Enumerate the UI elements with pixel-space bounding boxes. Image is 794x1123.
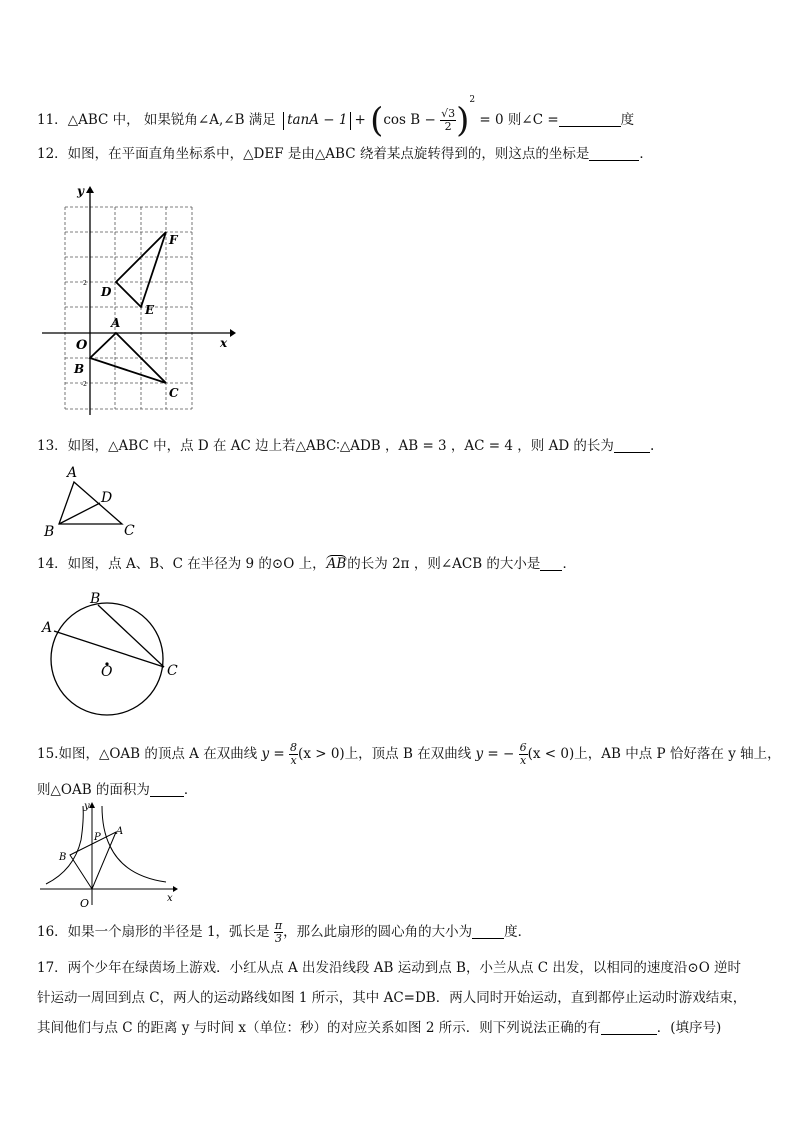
q11-number: 11． bbox=[37, 111, 68, 128]
q16-text-2: ，那么此扇形的圆心角的大小为 bbox=[283, 923, 473, 940]
answer-blank[interactable] bbox=[150, 784, 184, 797]
label-p: P bbox=[94, 832, 101, 843]
q15-line-2: 则△OAB 的面积为 bbox=[37, 782, 150, 798]
q15-text-1: 15.如图，△OAB 的顶点 A 在双曲线 bbox=[37, 745, 258, 762]
question-17-line-3 bbox=[37, 1022, 767, 1036]
tick-label-neg2: -2 bbox=[81, 381, 87, 388]
q12-text: 12．如图，在平面直角坐标系中，△DEF 是由△ABC 绕着某点旋转得到的，则这点的坐标是 bbox=[37, 146, 590, 162]
q11-fraction bbox=[440, 108, 456, 133]
answer-blank[interactable] bbox=[540, 558, 562, 571]
q14-text-2: 的长为 2π ，则∠ACB 的大小是 bbox=[347, 556, 541, 572]
arc-ab: AB bbox=[326, 556, 347, 572]
q16-text-1: 16．如果一个扇形的半径是 1，弧长是 bbox=[37, 923, 270, 940]
answer-blank[interactable] bbox=[559, 114, 621, 127]
answer-blank[interactable] bbox=[614, 440, 650, 453]
label-x: x bbox=[220, 336, 228, 350]
hyperbola-left bbox=[46, 806, 83, 884]
label-b: B bbox=[74, 362, 85, 376]
q11-unit: 度 bbox=[620, 111, 635, 128]
q15-text-2: 上，顶点 B 在双曲线 bbox=[344, 745, 472, 762]
label-d: D bbox=[101, 490, 113, 506]
frac-num: 8 bbox=[290, 741, 298, 754]
q16-unit: 度． bbox=[504, 923, 532, 940]
abs-bar-right bbox=[350, 112, 351, 130]
y-axis-arrow bbox=[89, 802, 95, 808]
q12-end: ． bbox=[639, 146, 653, 162]
q17-line-1: 17．两个少年在绿茵场上游戏．小红从点 A 出发沿线段 AB 运动到点 B，小兰从点 C 出发，以相同的速度沿⊙O 逆时 bbox=[37, 960, 742, 976]
hyperbola-right bbox=[102, 806, 166, 882]
label-o: O bbox=[101, 664, 113, 680]
label-d: D bbox=[101, 285, 112, 299]
q16-frac bbox=[274, 920, 283, 945]
q17-line-2: 针运动一周回到点 C，两人的运动路线如图 1 所示，其中 AC=DB．两人同时开始运动，直到都停止运动时游戏结束， bbox=[37, 990, 747, 1006]
q11-text: △ABC 中， 如果锐角∠A,∠B 满足 bbox=[67, 111, 276, 128]
answer-blank[interactable] bbox=[589, 148, 639, 161]
paren-left: ( bbox=[370, 100, 384, 141]
answer-blank[interactable] bbox=[472, 926, 504, 939]
question-17-line-2 bbox=[37, 992, 767, 1006]
label-b: B bbox=[90, 591, 101, 607]
q15-y1: y = bbox=[261, 745, 285, 762]
question-11 bbox=[37, 95, 767, 141]
frac-den: x bbox=[290, 754, 297, 768]
label-c: C bbox=[124, 523, 135, 539]
label-o: O bbox=[76, 338, 88, 353]
coordinate-grid-figure bbox=[38, 183, 238, 418]
label-a: A bbox=[42, 620, 53, 636]
q15-text-3: 上，AB 中点 P 恰好落在 y 轴上， bbox=[574, 745, 781, 762]
frac-den: 3 bbox=[274, 932, 282, 946]
q15-end: ． bbox=[183, 782, 198, 798]
circle-o bbox=[51, 603, 163, 715]
q13-text: 13．如图，△ABC 中，点 D 在 AC 边上若△ABC∶△ADB ，AB = 3 ，AC = 4 ，则 AD 的长为 bbox=[37, 438, 614, 454]
q14-end: ． bbox=[562, 556, 576, 572]
q11-eq: = 0 则∠C = bbox=[479, 111, 559, 128]
q15-y2: y = − bbox=[475, 745, 515, 762]
q11-square: 2 bbox=[469, 95, 476, 105]
question-12 bbox=[37, 148, 767, 162]
label-b: B bbox=[59, 852, 67, 863]
q11-abs-expr: tanA − 1 bbox=[287, 111, 348, 128]
q15-cond-2: (x < 0) bbox=[527, 745, 575, 762]
chord-bc bbox=[98, 605, 164, 667]
triangle-abc-figure bbox=[40, 462, 145, 540]
q11-frac-num: √3 bbox=[441, 106, 456, 120]
label-y: y bbox=[84, 801, 90, 812]
label-y: y bbox=[77, 184, 84, 198]
label-a: A bbox=[67, 465, 78, 481]
q13-end: . bbox=[649, 438, 655, 454]
q11-plus: + bbox=[354, 111, 366, 128]
triangle-oab bbox=[70, 832, 116, 889]
question-13 bbox=[37, 440, 767, 454]
x-axis-arrow bbox=[173, 886, 178, 892]
q11-frac-den: 2 bbox=[444, 120, 452, 133]
label-a: A bbox=[111, 316, 121, 330]
chord-ac bbox=[54, 631, 164, 667]
label-x: x bbox=[167, 893, 173, 904]
q15-frac-2 bbox=[519, 742, 528, 767]
y-axis-arrow bbox=[86, 186, 94, 193]
q15-frac-1 bbox=[289, 742, 298, 767]
q17-line-3: 其间他们与点 C 的距离 y 与时间 x（单位：秒）的对应关系如图 2 所示．则下列说法正确的有 bbox=[37, 1020, 601, 1036]
frac-num: π bbox=[274, 919, 283, 932]
paren-right: ) bbox=[456, 100, 470, 141]
circle-figure bbox=[40, 588, 190, 718]
label-e: E bbox=[145, 303, 155, 317]
hyperbola-figure bbox=[38, 800, 183, 910]
frac-den: x bbox=[520, 754, 527, 768]
label-a: A bbox=[116, 826, 124, 837]
label-c: C bbox=[167, 663, 178, 679]
tick-label-2: 2 bbox=[83, 280, 87, 287]
answer-blank[interactable] bbox=[601, 1022, 657, 1035]
abs-bar-left bbox=[283, 112, 284, 130]
question-14 bbox=[37, 558, 767, 572]
label-c: C bbox=[169, 386, 179, 400]
question-16 bbox=[37, 920, 767, 945]
label-f: F bbox=[169, 233, 178, 247]
q11-cos: cos B − bbox=[383, 111, 436, 128]
question-15 bbox=[37, 741, 781, 768]
label-b: B bbox=[44, 524, 55, 540]
q17-end: ．(填序号) bbox=[656, 1020, 722, 1036]
q14-text-1: 14．如图，点 A、B、C 在半径为 9 的⊙O 上， bbox=[37, 556, 326, 572]
question-17-line-1 bbox=[37, 962, 767, 976]
triangle-abc-shape bbox=[59, 482, 122, 524]
frac-num: 6 bbox=[519, 741, 527, 754]
x-axis-arrow bbox=[230, 329, 236, 337]
label-o: O bbox=[80, 897, 90, 910]
q15-cond-1: (x > 0) bbox=[298, 745, 345, 762]
question-15-line-2 bbox=[37, 784, 767, 798]
